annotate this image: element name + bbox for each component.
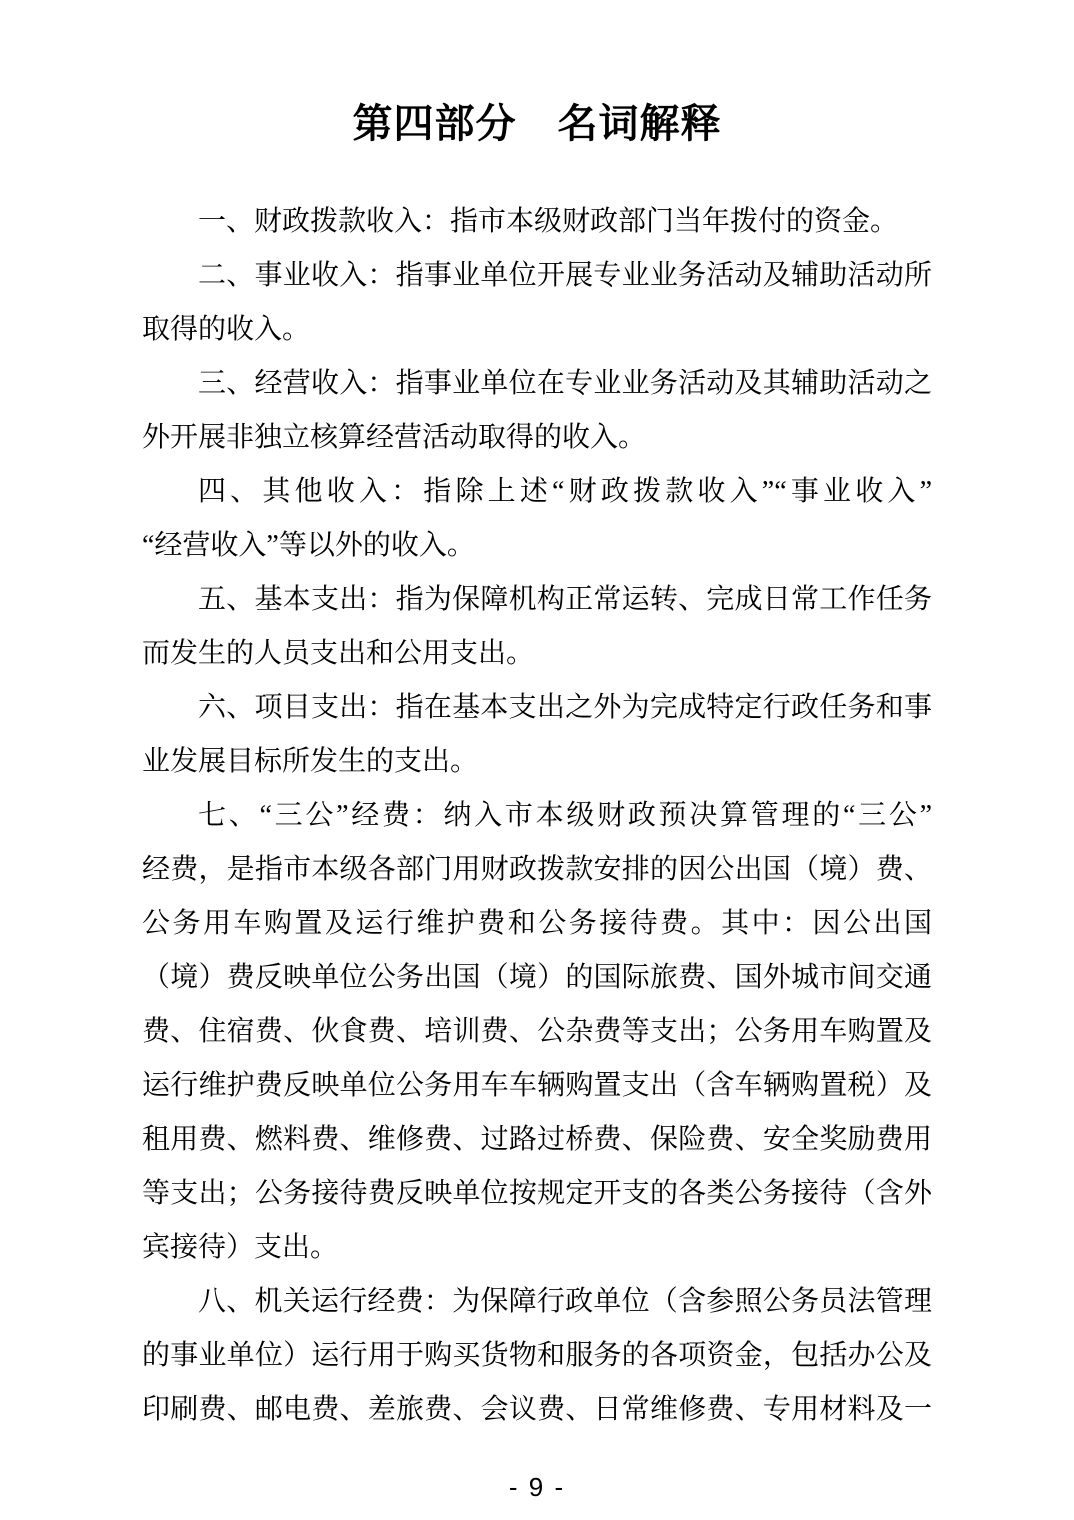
paragraph-line: 经费，是指市本级各部门用财政拨款安排的因公出国（境）费、 (142, 854, 932, 885)
paragraph (142, 465, 932, 573)
paragraph-line: 一、财政拨款收入：指市本级财政部门当年拨付的资金。 (198, 206, 899, 237)
paragraph (142, 573, 932, 681)
paragraph (142, 357, 932, 465)
paragraph-line: （境）费反映单位公务出国（境）的国际旅费、国外城市间交通 (142, 962, 932, 993)
paragraph-line: 取得的收入。 (142, 314, 311, 345)
paragraph (142, 681, 932, 789)
document-body (142, 195, 932, 1437)
paragraph-line: 六、项目支出：指在基本支出之外为完成特定行政任务和事 (198, 692, 932, 723)
paragraph-line: 运行维护费反映单位公务用车车辆购置支出（含车辆购置税）及 (142, 1070, 932, 1101)
paragraph-line: 印刷费、邮电费、差旅费、会议费、日常维修费、专用材料及一 (142, 1394, 932, 1425)
document-title: 第四部分 名词解释 (352, 102, 722, 146)
paragraph-line: 外开展非独立核算经营活动取得的收入。 (142, 422, 647, 453)
paragraph-line: 二、事业收入：指事业单位开展专业业务活动及辅助活动所 (198, 260, 932, 291)
paragraph-line: 五、基本支出：指为保障机构正常运转、完成日常工作任务 (198, 584, 932, 615)
paragraph-line: 等支出；公务接待费反映单位按规定开支的各类公务接待（含外 (142, 1178, 932, 1209)
paragraph-line: 宾接待）支出。 (142, 1232, 339, 1263)
paragraph (142, 249, 932, 357)
paragraph-line: 费、住宿费、伙食费、培训费、公杂费等支出；公务用车购置及 (142, 1016, 932, 1047)
paragraph-line: 而发生的人员支出和公用支出。 (142, 638, 535, 669)
paragraph-line: 业发展目标所发生的支出。 (142, 746, 479, 777)
paragraph-line: 八、机关运行经费：为保障行政单位（含参照公务员法管理 (198, 1286, 932, 1317)
paragraph-line: 四、其他收入：指除上述“财政拨款收入”“事业收入” (198, 476, 932, 507)
paragraph-line: 七、“三公”经费：纳入市本级财政预决算管理的“三公” (198, 800, 932, 831)
page-number: - 9 - (508, 1472, 566, 1502)
paragraph (142, 195, 932, 249)
paragraph-line: 租用费、燃料费、维修费、过路过桥费、保险费、安全奖励费用 (142, 1124, 932, 1155)
paragraph (142, 1275, 932, 1437)
paragraph-line: 公务用车购置及运行维护费和公务接待费。其中：因公出国 (142, 908, 932, 939)
paragraph-line: “经营收入”等以外的收入。 (142, 530, 475, 561)
paragraph (142, 789, 932, 1275)
paragraph-line: 的事业单位）运行用于购买货物和服务的各项资金，包括办公及 (142, 1340, 932, 1371)
paragraph-line: 三、经营收入：指事业单位在专业业务活动及其辅助活动之 (198, 368, 932, 399)
